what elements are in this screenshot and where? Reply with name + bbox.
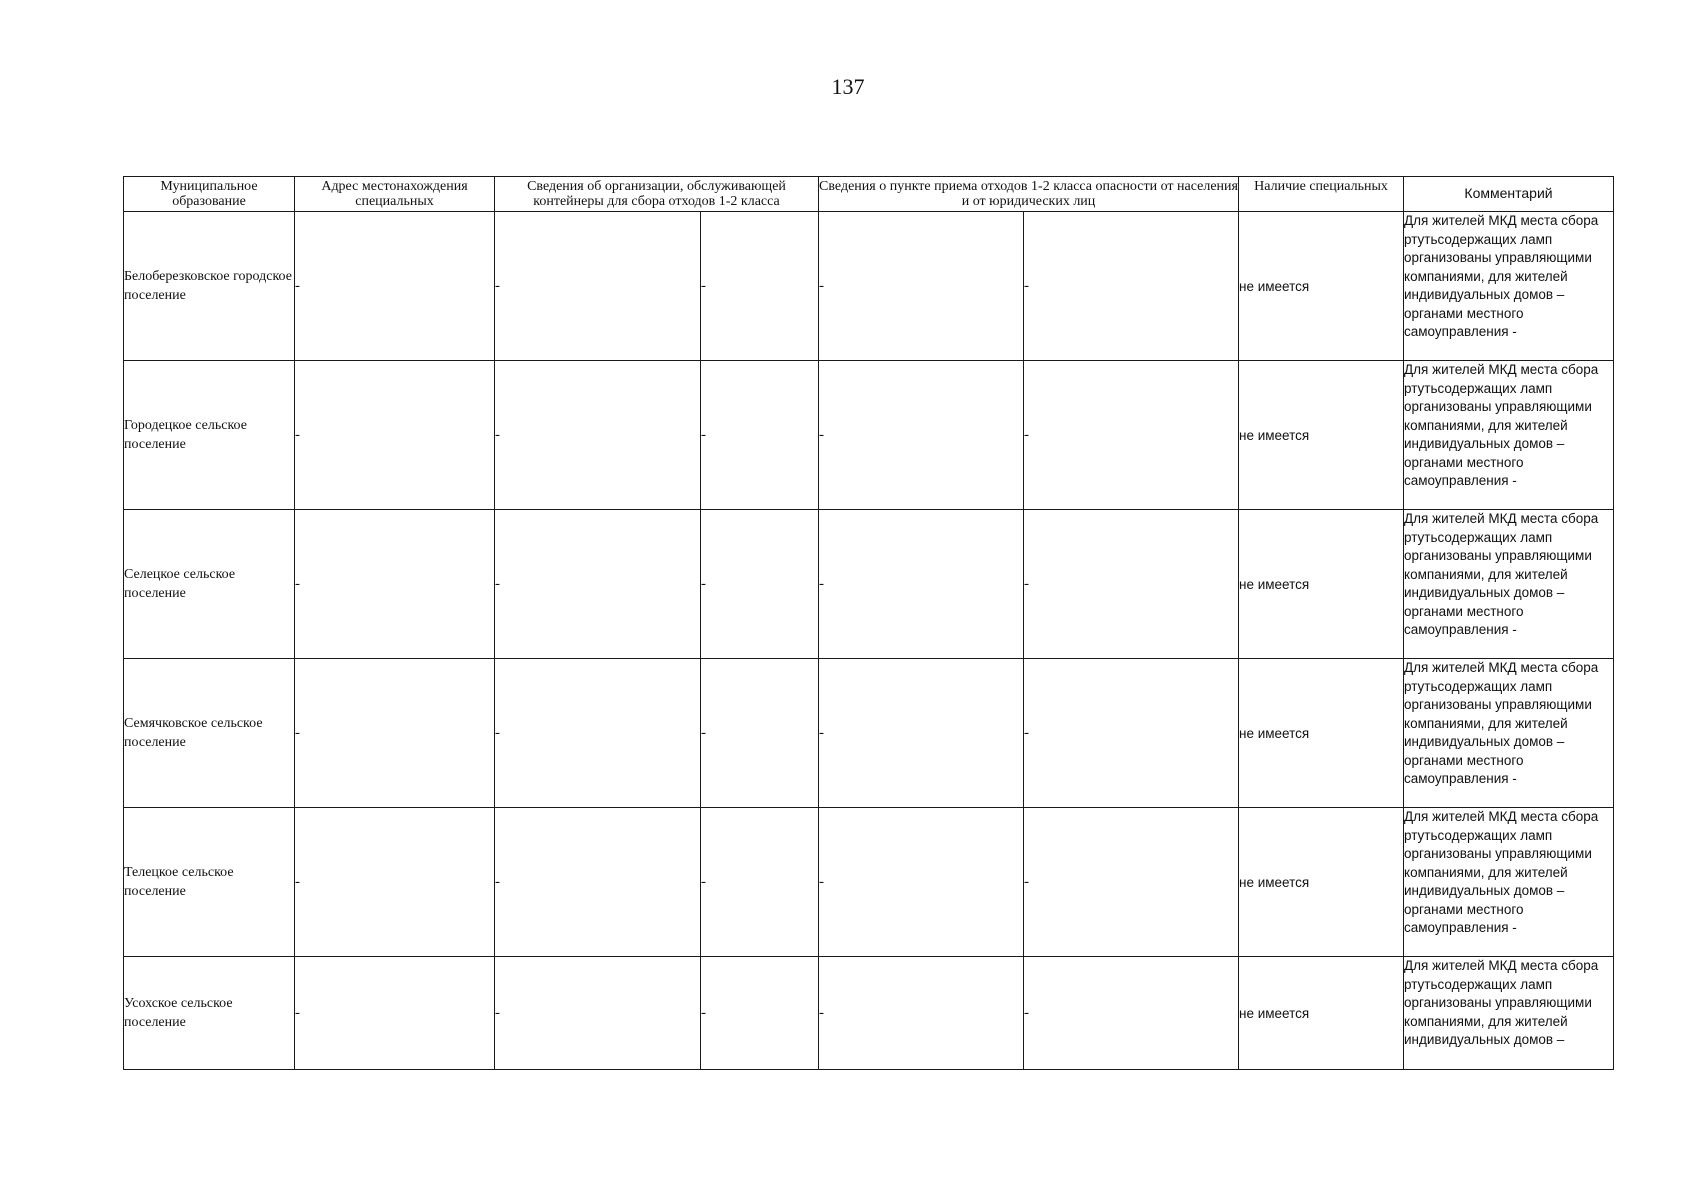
table-row (124, 957, 1614, 1070)
municipality-cell: Белоберезковское городское поселение (124, 212, 295, 361)
header-municipality: Муниципальное образование (124, 177, 295, 212)
organization-cell: - (495, 659, 701, 808)
comment-cell (1404, 659, 1614, 808)
comment-cell (1404, 808, 1614, 957)
municipality-cell: Усохское сельское поселение (124, 957, 295, 1070)
table-row (124, 361, 1614, 510)
comment-cell (1404, 361, 1614, 510)
municipality-cell: Семячковское сельское поселение (124, 659, 295, 808)
comment-text: Для жителей МКД места сбора ртутьсодержащих ламп организованы управляющими компаниями, для жителей индивидуальных домов – органами местного самоуправления - (1404, 511, 1599, 637)
organization-cell: - (495, 510, 701, 659)
table-row (124, 510, 1614, 659)
comment-text: Для жителей МКД места сбора ртутьсодержащих ламп организованы управляющими компаниями, для жителей индивидуальных домов – органами местного самоуправления - (1404, 809, 1599, 935)
municipality-cell: Селецкое сельское поселение (124, 510, 295, 659)
collection-point-detail-cell: - (1024, 957, 1239, 1070)
header-presence: Наличие специальных (1239, 177, 1404, 212)
address-cell: - (295, 659, 495, 808)
header-service-organization: Сведения об организации, обслуживающей контейнеры для сбора отходов 1-2 класса (495, 177, 819, 212)
presence-cell: не имеется (1239, 808, 1404, 957)
comment-text: Для жителей МКД места сбора ртутьсодержащих ламп организованы управляющими компаниями, для жителей индивидуальных домов – органами местного самоуправления - (1404, 213, 1599, 339)
collection-point-detail-cell: - (1024, 659, 1239, 808)
comment-cell (1404, 212, 1614, 361)
collection-point-cell: - (819, 659, 1024, 808)
address-cell: - (295, 957, 495, 1070)
address-cell: - (295, 361, 495, 510)
comment-cell (1404, 957, 1614, 1070)
collection-point-cell: - (819, 510, 1024, 659)
collection-point-cell: - (819, 808, 1024, 957)
organization-detail-cell: - (701, 659, 819, 808)
organization-cell: - (495, 808, 701, 957)
presence-cell: не имеется (1239, 957, 1404, 1070)
organization-detail-cell: - (701, 510, 819, 659)
address-cell: - (295, 510, 495, 659)
presence-cell: не имеется (1239, 510, 1404, 659)
comment-text: Для жителей МКД места сбора ртутьсодержащих ламп организованы управляющими компаниями, для жителей индивидуальных домов – (1404, 958, 1599, 1047)
comment-cell (1404, 510, 1614, 659)
table-row (124, 808, 1614, 957)
collection-point-cell: - (819, 212, 1024, 361)
table-row (124, 659, 1614, 808)
organization-detail-cell: - (701, 957, 819, 1070)
collection-point-cell: - (819, 361, 1024, 510)
header-comment: Комментарий (1404, 177, 1614, 212)
municipality-cell: Телецкое сельское поселение (124, 808, 295, 957)
organization-cell: - (495, 212, 701, 361)
presence-cell: не имеется (1239, 361, 1404, 510)
collection-point-detail-cell: - (1024, 510, 1239, 659)
table-header-row (124, 177, 1614, 212)
address-cell: - (295, 808, 495, 957)
presence-cell: не имеется (1239, 212, 1404, 361)
comment-text: Для жителей МКД места сбора ртутьсодержащих ламп организованы управляющими компаниями, для жителей индивидуальных домов – органами местного самоуправления - (1404, 660, 1599, 786)
collection-point-detail-cell: - (1024, 808, 1239, 957)
organization-detail-cell: - (701, 212, 819, 361)
collection-point-detail-cell: - (1024, 361, 1239, 510)
organization-detail-cell: - (701, 808, 819, 957)
organization-cell: - (495, 361, 701, 510)
page-number: 137 (831, 74, 865, 99)
organization-cell: - (495, 957, 701, 1070)
header-address: Адрес местонахождения специальных (295, 177, 495, 212)
address-cell: - (295, 212, 495, 361)
presence-cell: не имеется (1239, 659, 1404, 808)
collection-point-detail-cell: - (1024, 212, 1239, 361)
header-collection-point: Сведения о пункте приема отходов 1-2 класса опасности от населения и от юридических лиц (819, 177, 1239, 212)
waste-collection-table (123, 176, 1614, 1070)
comment-text: Для жителей МКД места сбора ртутьсодержащих ламп организованы управляющими компаниями, для жителей индивидуальных домов – органами местного самоуправления - (1404, 362, 1599, 488)
organization-detail-cell: - (701, 361, 819, 510)
municipality-cell: Городецкое сельское поселение (124, 361, 295, 510)
collection-point-cell: - (819, 957, 1024, 1070)
table-row (124, 212, 1614, 361)
